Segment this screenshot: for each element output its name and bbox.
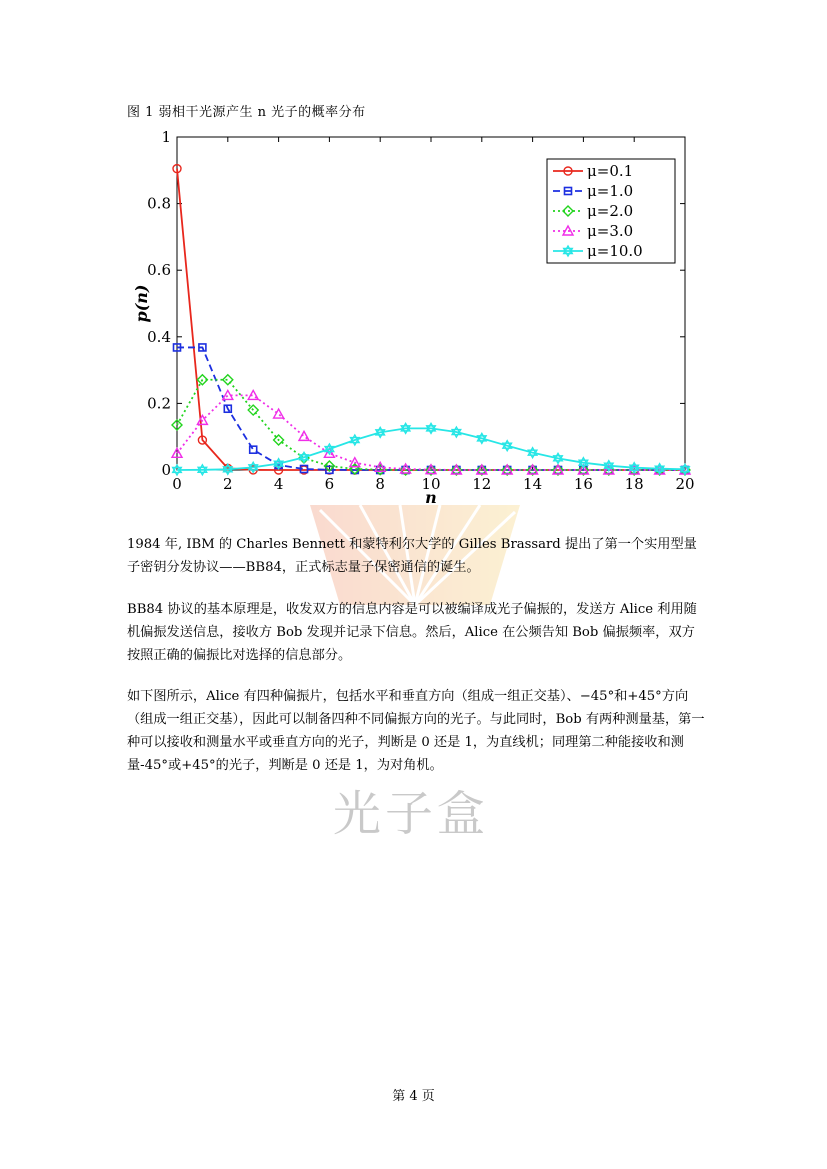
x-tick-label: 4 <box>273 475 284 493</box>
paragraph-polarizers <box>127 685 707 777</box>
y-tick-label: 1 <box>161 128 171 146</box>
y-tick-label: 0.2 <box>147 394 171 413</box>
y-tick-label: 0.8 <box>147 194 171 213</box>
y-tick-label: 0.6 <box>147 261 171 280</box>
x-tick-label: 16 <box>573 475 593 493</box>
x-tick-label: 6 <box>324 475 335 493</box>
legend-label-3: μ=2.0 <box>587 202 634 220</box>
y-tick-label: 0.4 <box>147 327 171 346</box>
x-axis-label: n <box>425 488 437 507</box>
data-point-s4 <box>274 409 284 418</box>
legend-label-4: μ=3.0 <box>587 222 634 240</box>
x-tick-label: 8 <box>375 475 385 493</box>
series-line-3 <box>177 380 685 470</box>
legend-label-1: μ=0.1 <box>587 162 634 180</box>
figure-caption: 图 1 弱相干光源产生 n 光子的概率分布 <box>127 105 366 120</box>
x-tick-label: 14 <box>523 475 543 493</box>
x-tick-label: 10 <box>421 475 441 493</box>
paragraph-text: 如下图所示，Alice 有四种偏振片，包括水平和垂直方向（组成一组正交基）、−45°和+45°方向（组成一组正交基），因此可以制备四种不同偏振方向的光子。与此同时，Bob 有两种测量基，第一种可以接收和测量水平或垂直方向的光子，判断是 0 还是 1，为直线机；同理第二种能接收和测量-45°或+45°的光子，判断是 0 还是 1，为对角机。 <box>127 689 705 773</box>
y-tick-label: 0 <box>161 461 171 479</box>
x-tick-label: 2 <box>223 475 233 493</box>
x-tick-label: 0 <box>172 475 182 493</box>
poisson-chart <box>125 125 705 510</box>
watermark-text: 光子盒 <box>333 786 490 842</box>
data-point-s4 <box>248 390 258 399</box>
data-point-s3 <box>223 375 233 385</box>
legend-label-2: μ=1.0 <box>587 182 634 200</box>
x-tick-label: 20 <box>675 475 695 493</box>
data-point-s4 <box>299 431 309 440</box>
x-tick-label: 12 <box>472 475 492 493</box>
paragraph-text: 1984 年, IBM 的 Charles Bennett 和蒙特利尔大学的 Gilles Brassard 提出了第一个实用型量子密钥分发协议——BB84，正式标志量子保密通信的诞生。 <box>127 537 697 575</box>
y-axis-label: p(n) <box>132 284 151 323</box>
paragraph-bb84-principle <box>127 598 707 667</box>
paragraph-bb84-history <box>127 533 707 579</box>
x-tick-label: 18 <box>624 475 644 493</box>
legend-label-5: μ=10.0 <box>587 242 643 260</box>
paragraph-text: BB84 协议的基本原理是，收发双方的信息内容是可以被编译成光子偏振的，发送方 Alice 利用随机偏振发送信息，接收方 Bob 发现并记录下信息。然后，Alice 在公频告知 Bob 偏振频率，双方按照正确的偏振比对选择的信息部分。 <box>127 602 697 663</box>
page-footer: 第 4 页 <box>392 1089 435 1104</box>
